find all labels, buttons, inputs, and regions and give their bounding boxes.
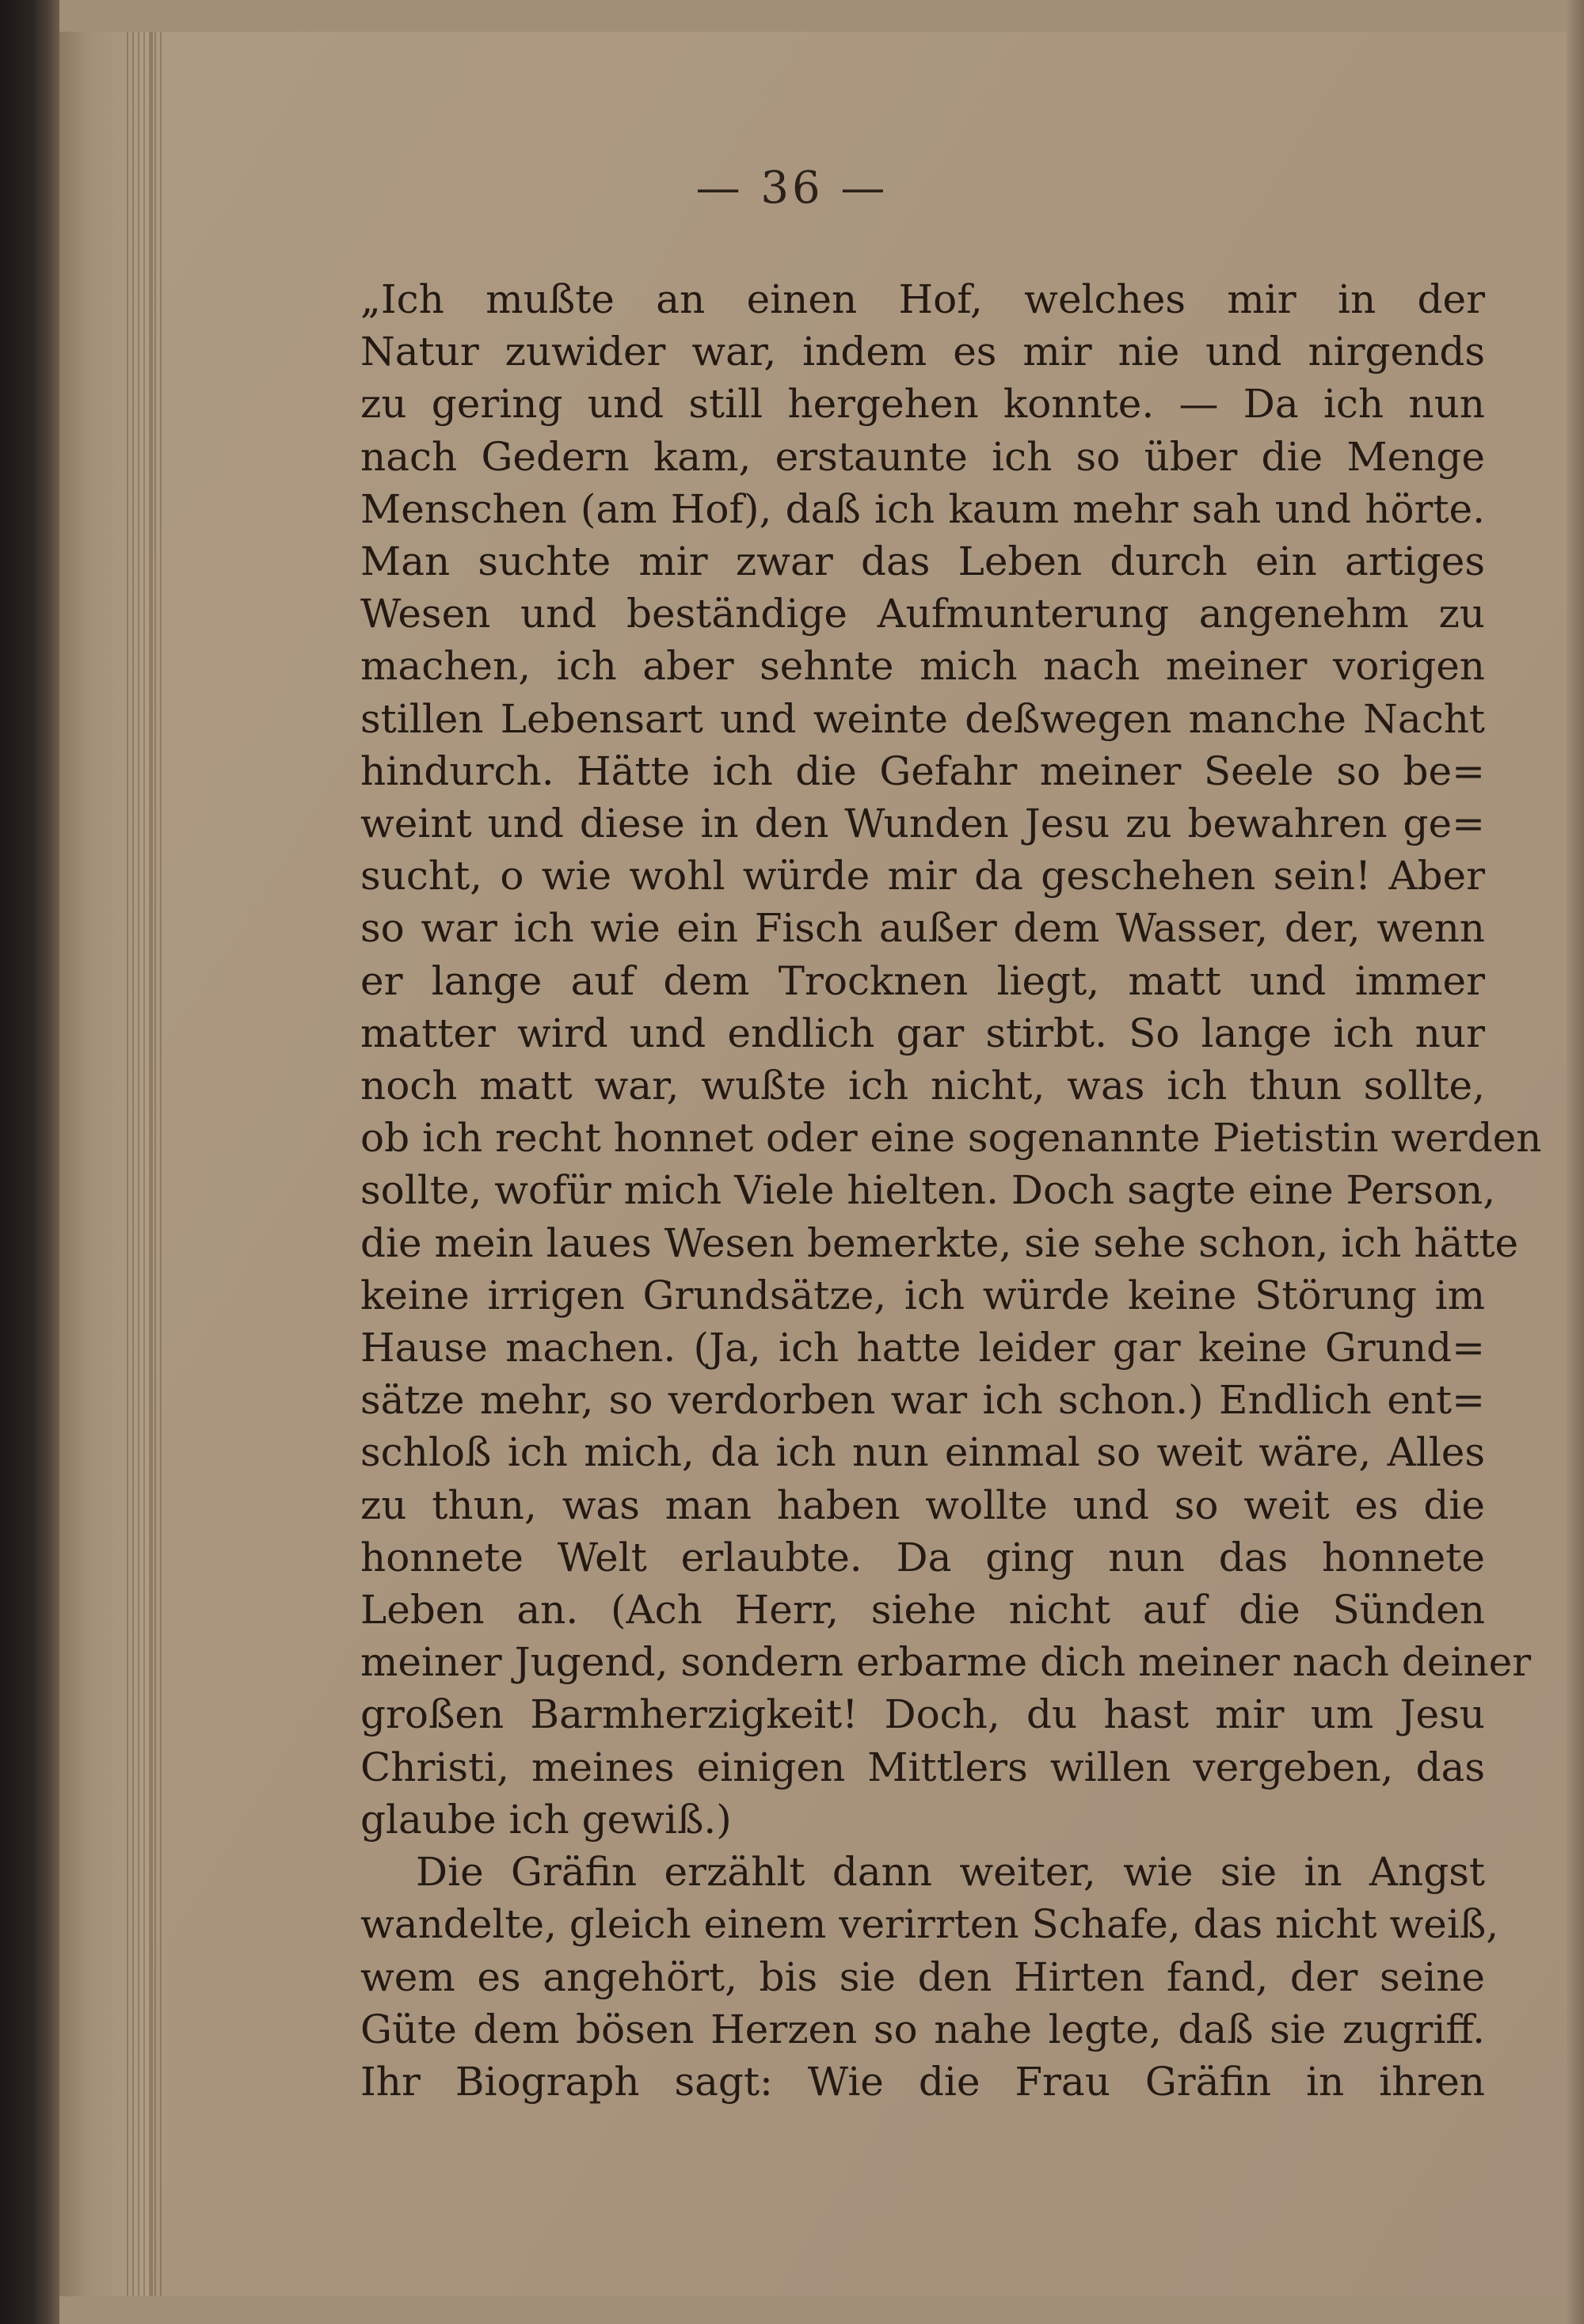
text-line: honnete Welt erlaubte. Da ging nun das honnete — [360, 1534, 1485, 1580]
text-line: schloß ich mich, da ich nun einmal so weit wäre, Alles — [360, 1429, 1485, 1476]
text-line: glaube ich gewiß.) — [360, 1796, 732, 1843]
text-line: zu thun, was man haben wollte und so weit es die — [360, 1482, 1485, 1528]
text-line: Man suchte mir zwar das Leben durch ein artiges — [360, 538, 1485, 585]
body-text — [360, 273, 1542, 2108]
text-line: machen, ich aber sehnte mich nach meiner vorigen — [360, 643, 1485, 690]
text-line: nach Gedern kam, erstaunte ich so über die Menge — [360, 433, 1485, 480]
text-line: keine irrigen Grundsätze, ich würde keine Störung im — [360, 1272, 1485, 1318]
book-binding — [0, 0, 59, 2324]
text-line: wem es angehört, bis sie den Hirten fand, der seine — [360, 1953, 1485, 2000]
text-line: meiner Jugend, sondern erbarme dich meiner nach deiner — [360, 1639, 1532, 1686]
text-line: sucht, o wie wohl würde mir da geschehen sein! Aber — [360, 853, 1485, 900]
page-number: — 36 — — [695, 162, 889, 214]
text-line: Christi, meines einigen Mittlers willen vergeben, das — [360, 1744, 1485, 1790]
text-line: sollte, wofür mich Viele hielten. Doch sagte eine Person, — [360, 1167, 1496, 1214]
text-line: Güte dem bösen Herzen so nahe legte, daß sie zugriff. — [360, 2006, 1485, 2052]
text-line: noch matt war, wußte ich nicht, was ich thun sollte, — [360, 1063, 1485, 1109]
text-line: weint und diese in den Wunden Jesu zu bewahren ge= — [360, 801, 1485, 847]
text-line: Leben an. (Ach Herr, siehe nicht auf die Sünden — [360, 1587, 1485, 1634]
text-line: Natur zuwider war, indem es mir nie und nirgends — [360, 329, 1485, 375]
text-line: Die Gräfin erzählt dann weiter, wie sie in Angst — [416, 1849, 1485, 1896]
text-line: so war ich wie ein Fisch außer dem Wasser, der, wenn — [360, 905, 1485, 952]
text-line: wandelte, gleich einem verirrten Schafe, das nicht weiß, — [360, 1901, 1499, 1948]
text-line: Wesen und beständige Aufmunterung angenehm zu — [360, 591, 1485, 637]
text-line: ob ich recht honnet oder eine sogenannte Pietistin werden — [360, 1115, 1542, 1162]
text-line: Hause machen. (Ja, ich hatte leider gar keine Grund= — [360, 1325, 1485, 1371]
text-line: die mein laues Wesen bemerkte, sie sehe schon, ich hätte — [360, 1219, 1519, 1266]
text-line: zu gering und still hergehen konnte. — Da ich nun — [360, 381, 1485, 428]
text-line: stillen Lebensart und weinte deßwegen manche Nacht — [360, 695, 1485, 742]
text-line: Menschen (am Hof), daß ich kaum mehr sah und hörte. — [360, 485, 1485, 532]
text-line: er lange auf dem Trocknen liegt, matt und immer — [360, 957, 1485, 1004]
text-line: sätze mehr, so verdorben war ich schon.) Endlich ent= — [360, 1377, 1485, 1424]
text-line: „Ich mußte an einen Hof, welches mir in der — [360, 276, 1485, 322]
right-page-edge — [1567, 0, 1584, 2324]
text-line: großen Barmherzigkeit! Doch, du hast mir um Jesu — [360, 1691, 1485, 1738]
text-line: hindurch. Hätte ich die Gefahr meiner Seele so be= — [360, 747, 1485, 794]
text-line: Ihr Biograph sagt: Wie die Frau Gräfin in ihren — [360, 2058, 1485, 2105]
page-edges — [127, 32, 162, 2296]
text-line: matter wird und endlich gar stirbt. So lange ich nur — [360, 1010, 1485, 1056]
